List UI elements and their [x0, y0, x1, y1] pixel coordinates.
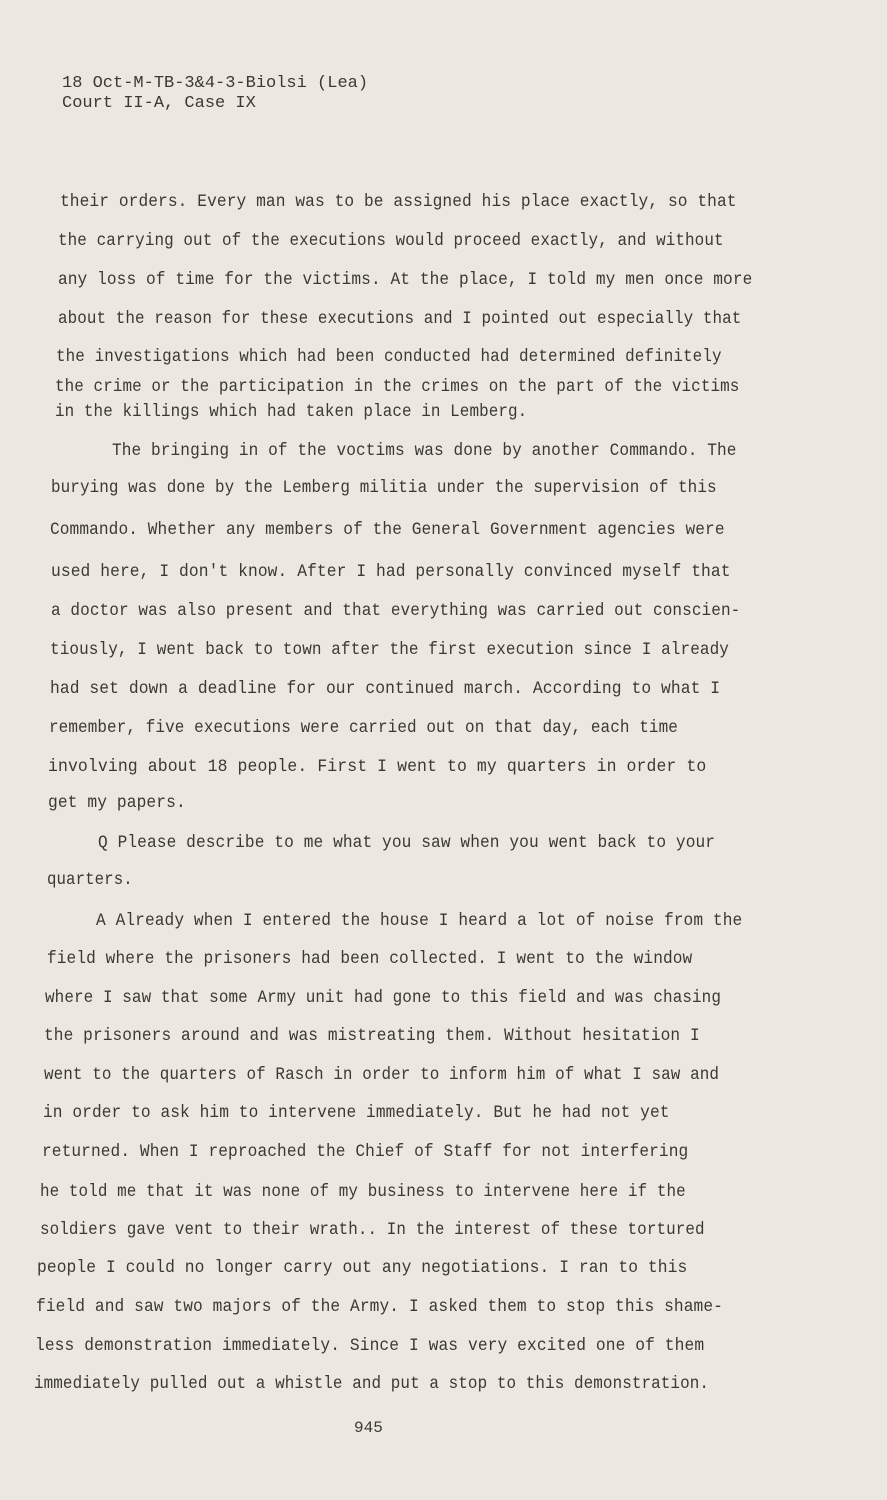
text-line: The bringing in of the voctims was done by another Commando. The — [112, 442, 737, 461]
text-line: any loss of time for the victims. At the place, I told my men once more — [58, 271, 753, 290]
text-line: the prisoners around and was mistreating them. Without hesitation I — [44, 1027, 700, 1046]
text-line: had set down a deadline for our continued march. According to what I — [50, 680, 721, 699]
text-line: immediately pulled out a whistle and put a stop to this demonstration. — [34, 1375, 709, 1394]
text-line: field and saw two majors of the Army. I asked them to stop this shame- — [36, 1298, 723, 1317]
text-line: people I could no longer carry out any negotiations. I ran to this — [37, 1259, 688, 1278]
text-line: a doctor was also present and that everything was carried out conscien- — [51, 602, 741, 621]
text-line: in the killings which had taken place in Lemberg. — [55, 403, 528, 422]
text-line: Commando. Whether any members of the General Government agencies were — [50, 521, 725, 540]
text-line: quarters. — [47, 871, 133, 890]
text-line: less demonstration immediately. Since I was very excited one of them — [35, 1337, 705, 1356]
text-line: tiously, I went back to town after the first execution since I already — [50, 641, 729, 660]
text-line: field where the prisoners had been collected. I went to the window — [47, 950, 693, 969]
text-line: their orders. Every man was to be assigned his place exactly, so that — [60, 193, 737, 212]
text-line: he told me that it was none of my business to intervene here if the — [40, 1183, 686, 1202]
text-line: the investigations which had been conducted had determined definitely — [56, 348, 722, 367]
page-number: 945 — [354, 1419, 383, 1437]
header-court-case: Court II-A, Case IX — [62, 94, 256, 113]
text-line: the crime or the participation in the crimes on the part of the victims — [55, 378, 740, 397]
document-header — [62, 74, 368, 114]
text-line: the carrying out of the executions would proceed exactly, and without — [58, 232, 724, 251]
text-line: went to the quarters of Rasch in order to inform him of what I saw and — [44, 1066, 719, 1085]
text-line: used here, I don't know. After I had personally convinced myself that — [51, 563, 731, 582]
text-line: soldiers gave vent to their wrath.. In the interest of these tortured — [40, 1221, 705, 1240]
text-line: get my papers. — [48, 794, 186, 813]
text-line: burying was done by the Lemberg militia under the supervision of this — [51, 479, 717, 498]
text-line: Q Please describe to me what you saw when you went back to your — [98, 834, 716, 853]
text-line: A Already when I entered the house I heard a lot of noise from the — [96, 912, 743, 931]
text-line: involving about 18 people. First I went to my quarters in order to — [48, 758, 707, 777]
text-line: about the reason for these executions and I pointed out especially that — [58, 310, 742, 329]
text-line: where I saw that some Army unit had gone to this field and was chasing — [45, 989, 721, 1008]
text-line: in order to ask him to intervene immediately. But he had not yet — [43, 1104, 670, 1123]
header-reference: 18 Oct-M-TB-3&4-3-Biolsi (Lea) — [62, 74, 369, 93]
text-line: returned. When I reproached the Chief of Staff for not interfering — [42, 1143, 689, 1162]
text-line: remember, five executions were carried out on that day, each time — [49, 719, 678, 738]
